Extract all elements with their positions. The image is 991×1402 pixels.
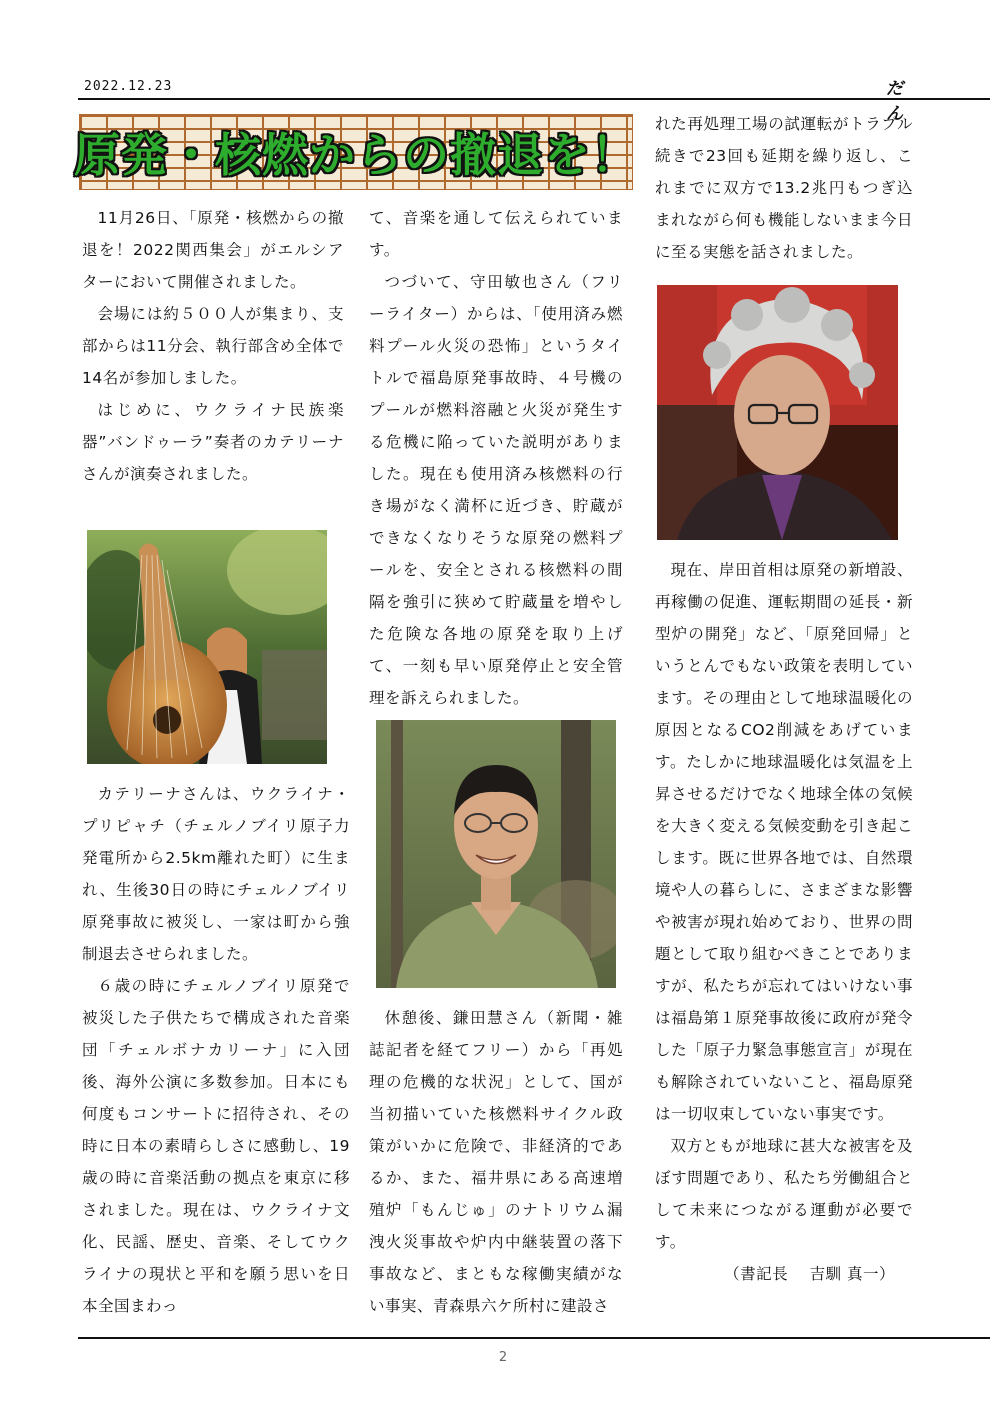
issue-date: 2022.12.23	[84, 79, 173, 94]
newsletter-name: だん	[886, 79, 937, 124]
paragraph-continuation: て、音楽を通して伝えられています。	[369, 209, 623, 259]
paragraph: はじめに、ウクライナ民族楽器”バンドゥーラ”奏者のカテリーナさんが演奏されました。	[82, 401, 344, 483]
column-1-top	[82, 202, 344, 490]
paragraph-continuation: れた再処理工場の試運転がトラブル続きで23回も延期を繰り返し、これまでに双方で13.2兆円もつぎ込まれながら何も機能しないまま今日に至る実態を話されました。	[655, 115, 913, 261]
smiling-man-photo	[376, 720, 616, 988]
bandura-player-photo	[87, 530, 327, 764]
page-number: 2	[498, 1350, 508, 1365]
column-3-top	[655, 108, 913, 268]
paragraph: 現在、岸田首相は原発の新増設、再稼働の促進、運転期間の延長・新型炉の開発」など、「原発回帰」というとんでもない政策を表明しています。その理由として地球温暖化の原因となるCO2削減をあげています。たしかに地球温暖化は気温を上昇させるだけでなく地球全体の気候を大きく変える気候変動を引き起こします。既に世界各地では、自然環境や人の暮らしに、さまざまな影響や被害が現れ始めており、世界の問題として取り組むべきことでありますが、私たちが忘れてはいけない事は福島第１原発事故後に政府が発令した「原子力緊急事態宣言」が現在も解除されていないこと、福島原発は一切収束していない事実です。	[655, 561, 913, 1123]
column-2-top	[369, 202, 623, 714]
column-1-bottom	[82, 778, 350, 1322]
column-2-bottom	[369, 1002, 623, 1322]
page-title: 原発・核燃からの撤退を！	[74, 128, 638, 182]
signature: （書記長 吉馴 真一）	[724, 1265, 895, 1283]
paragraph: カテリーナさんは、ウクライナ・プリピャチ（チェルノブイリ原子力発電所から2.5km離れた町）に生まれ、生後30日の時にチェルノブイリ原発事故に被災し、一家は町から強制退去させられました。	[82, 785, 350, 963]
paragraph: つづいて、守田敏也さん（フリーライター）からは、「使用済み燃料プール火災の恐怖」というタイトルで福島原発事故時、４号機のプールが燃料溶融と火災が発生する危機に陥っていた説明がありました。現在も使用済み核燃料の行き場がなく満杯に近づき、貯蔵ができなくなりそうな原発の燃料プールを、安全とされる核燃料の間隔を強引に狭めて貯蔵量を増やした危険な各地の原発を取り上げて、一刻も早い原発停止と安全管理を訴えられました。	[369, 273, 623, 707]
footer-rule	[78, 1337, 990, 1339]
grey-haired-man-photo	[657, 285, 898, 540]
paragraph: 休憩後、鎌田慧さん（新聞・雑誌記者を経てフリー）から「再処理の危機的な状況」として、国が当初描いていた核燃料サイクル政策がいかに危険で、非経済的であるか、また、福井県にある高速増殖炉「もんじゅ」のナトリウム漏洩火災事故や炉内中継装置の落下事故など、まともな稼働実績がない事実、青森県六ケ所村に建設さ	[369, 1009, 623, 1315]
header-rule	[78, 98, 990, 100]
paragraph: 会場には約５００人が集まり、支部からは11分会、執行部含め全体で14名が参加しました。	[82, 305, 344, 387]
title-banner	[74, 114, 638, 190]
column-3-bottom	[655, 554, 913, 1290]
paragraph: 双方ともが地球に甚大な被害を及ぼす問題であり、私たち労働組合として未来につながる運動が必要です。	[655, 1137, 913, 1251]
paragraph: ６歳の時にチェルノブイリ原発で被災した子供たちで構成された音楽団「チェルボナカリーナ」に入団後、海外公演に多数参加。日本にも何度もコンサートに招待され、その時に日本の素晴らしさに感動し、19歳の時に音楽活動の拠点を東京に移されました。現在は、ウクライナ文化、民謡、歴史、音楽、そしてウクライナの現状と平和を願う思いを日本全国まわっ	[82, 977, 350, 1315]
paragraph: 11月26日、「原発・核燃からの撤退を！2022関西集会」がエルシアターにおいて開催されました。	[82, 209, 344, 291]
